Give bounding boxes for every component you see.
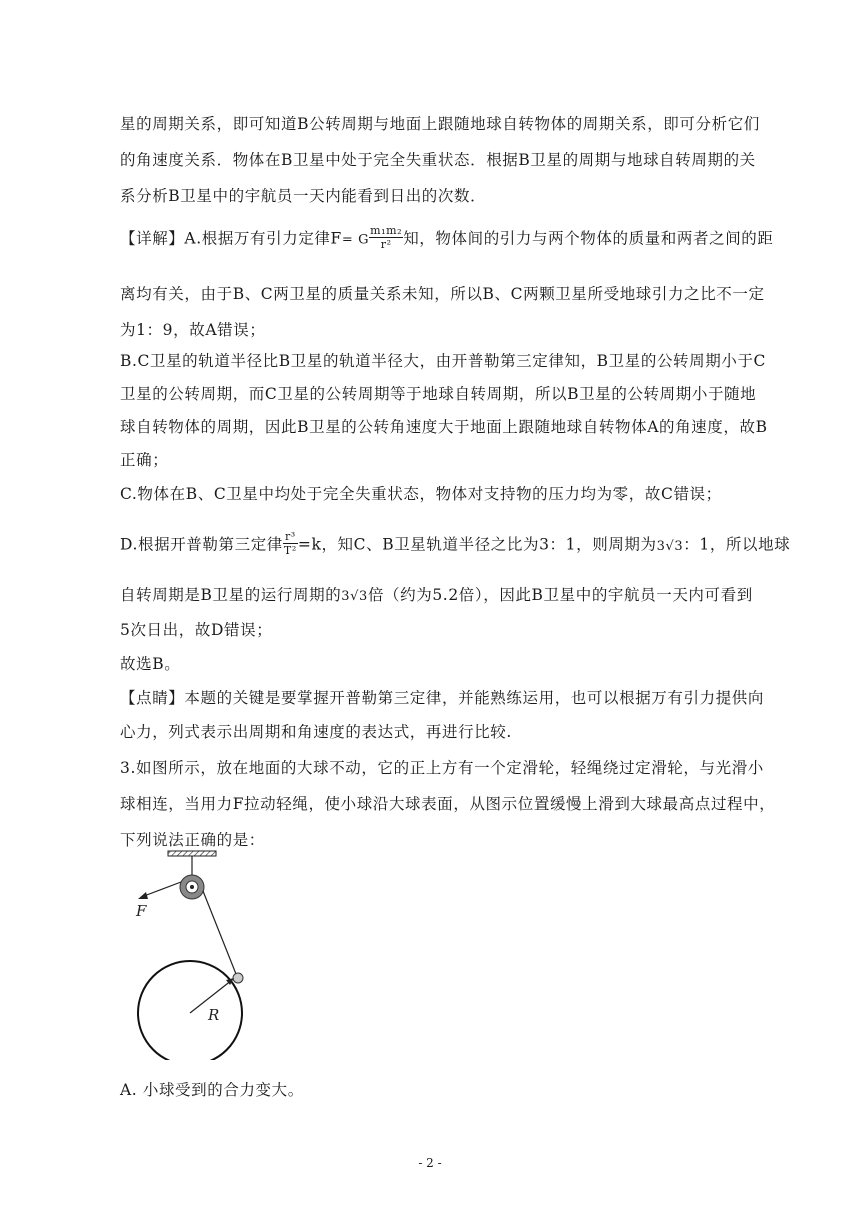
- gravitation-fraction: [369, 224, 403, 251]
- text-run: =k，知C、B卫星轨道半径之比为3：1，则周期为: [297, 535, 657, 554]
- text-run: 知，物体间的引力与两个物体的质量和两者之间的距: [403, 229, 774, 248]
- fraction-denominator: T²: [283, 544, 297, 557]
- page-number: - 2 -: [418, 1156, 442, 1170]
- text-line: 星的周期关系，即可知道B公转周期与地面上跟随地球自转物体的周期关系，即可分析它们: [120, 115, 760, 133]
- kepler-fraction: [283, 530, 298, 557]
- text-line: C.物体在B、C卫星中均处于完全失重状态，物体对支持物的压力均为零，故C错误；: [120, 485, 722, 503]
- fraction-numerator: m₁m₂: [370, 224, 403, 237]
- text-line: 正确；: [120, 451, 169, 469]
- text-run: 自转周期是B卫星的运行周期的: [120, 586, 342, 604]
- question-line: 下列说法正确的是：: [120, 831, 265, 849]
- radius-label: R: [208, 1006, 220, 1024]
- ceiling-bar: [168, 851, 216, 856]
- text-line: 心力，列式表示出周期和角速度的表达式，再进行比较.: [120, 723, 512, 741]
- text-line: 离均有关，由于B、C两卫星的质量关系未知，所以B、C两颗卫星所受地球引力之比不一定: [120, 285, 765, 303]
- detail-label: 【详解】A.根据万有引力定律F: [120, 229, 342, 248]
- question-line: 球相连，当用力F拉动轻绳，使小球沿大球表面，从图示位置缓慢上滑到大球最高点过程中，: [120, 795, 776, 813]
- question-line: 3.如图所示，放在地面的大球不动，它的正上方有一个定滑轮，轻绳绕过定滑轮，与光滑小: [120, 759, 764, 777]
- force-arrowhead: [138, 892, 148, 899]
- text-run: 倍（约为5.2倍），因此B卫星中的宇航员一天内可看到: [367, 586, 753, 604]
- text-line: 为1：9，故A错误；: [120, 321, 266, 339]
- text-line: 卫星的公转周期，而C卫星的公转周期等于地球自转周期，所以B卫星的公转周期小于随地: [120, 385, 757, 403]
- pulley-ball-diagram: [128, 848, 263, 1060]
- detail-line: [120, 226, 774, 253]
- text-line: B.C卫星的轨道半径比B卫星的轨道半径大，由开普勒第三定律知，B卫星的公转周期小于C: [120, 352, 767, 370]
- option-a: A. 小球受到的合力变大。: [120, 1081, 304, 1099]
- text-line: 球自转物体的周期，因此B卫星的公转角速度大于地面上跟随地球自转物体A的角速度，故B: [120, 418, 768, 436]
- fraction-numerator: r³: [284, 530, 296, 543]
- period-multiple: 3√3: [341, 589, 368, 604]
- text-line: 5次日出，故D错误；: [120, 621, 273, 639]
- period-ratio: 3√3: [656, 538, 684, 554]
- text-line: 系分析B卫星中的宇航员一天内能看到日出的次数．: [120, 187, 487, 205]
- text-line: 【点睛】本题的关键是要掌握开普勒第三定律，并能熟练运用，也可以根据万有引力提供向: [120, 689, 765, 707]
- text-run: ：1，所以地球: [683, 535, 791, 554]
- kepler-line: [120, 532, 790, 559]
- force-label: F: [136, 902, 147, 920]
- formula-eq: = G: [341, 232, 370, 248]
- text-line: [120, 583, 753, 605]
- large-sphere: [138, 961, 242, 1060]
- text-line: 故选B。: [120, 655, 181, 673]
- small-ball: [233, 973, 243, 983]
- text-run: D.根据开普勒第三定律: [120, 535, 283, 554]
- pulley-axle: [190, 885, 194, 889]
- fraction-denominator: r²: [369, 237, 403, 251]
- rope-left: [144, 882, 181, 896]
- rope-right: [203, 891, 236, 974]
- text-line: 的角速度关系．物体在B卫星中处于完全失重状态．根据B卫星的周期与地球自转周期的关: [120, 151, 756, 169]
